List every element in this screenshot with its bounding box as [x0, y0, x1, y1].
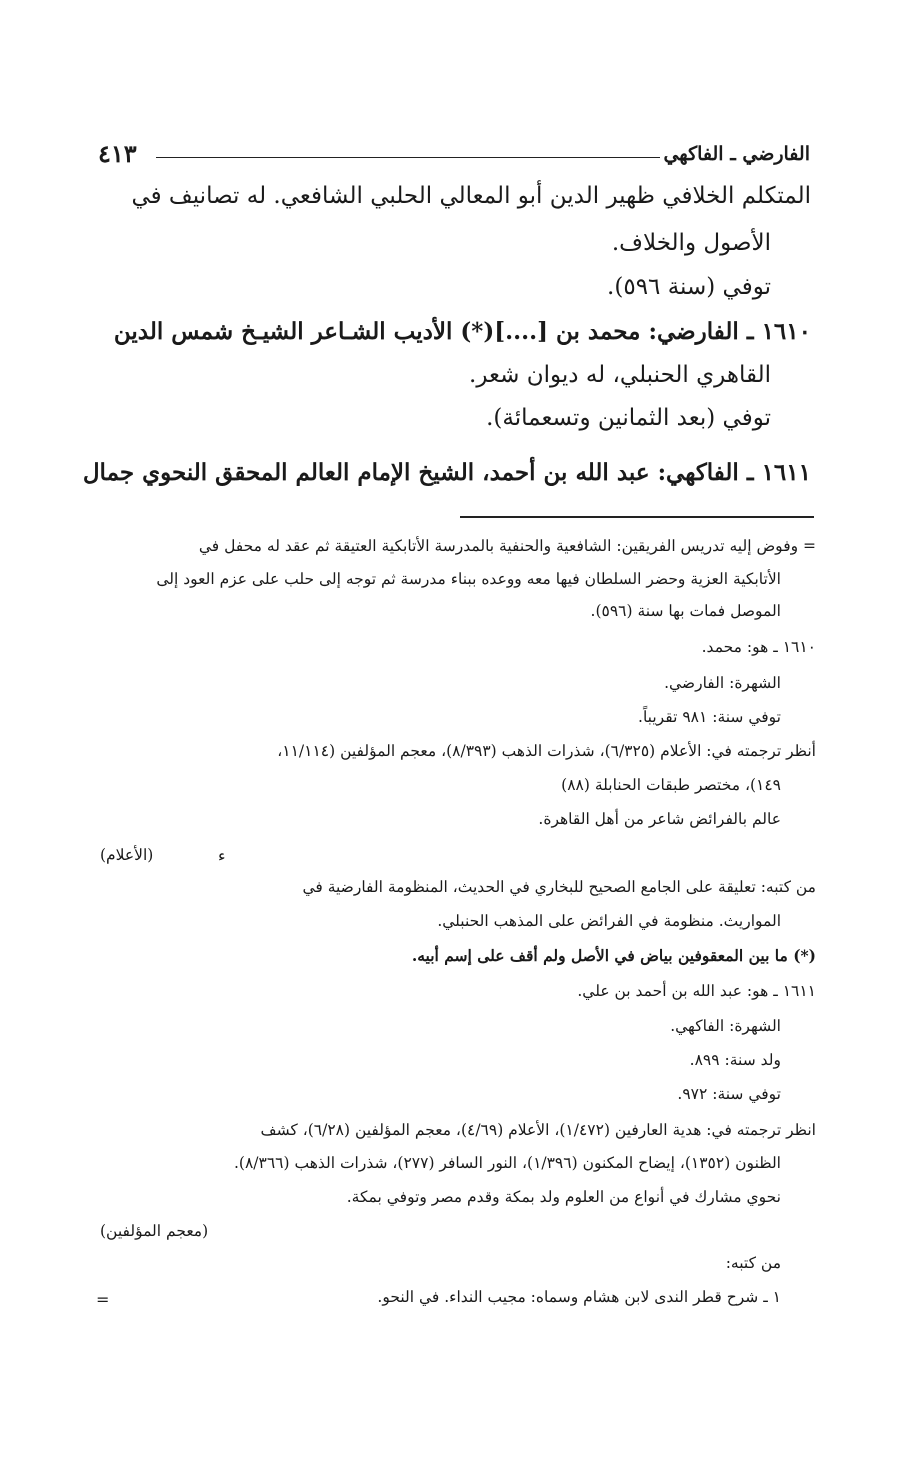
source-citation: (معجم المؤلفين)	[100, 1222, 209, 1240]
continuation-mark: =	[96, 1290, 110, 1309]
entry-1610: ١٦١٠ ـ الفارضي: محمد بن [....](*) الأديب الشـاعر الشيـخ شمس الدين	[113, 318, 811, 345]
footnote-line: الموصل فمات بها سنة (٥٩٦).	[590, 602, 781, 620]
footnote-line: أنظر ترجمته في: الأعلام (٦/٣٢٥)، شذرات الذهب (٨/٣٩٣)، معجم المؤلفين (١١/١١٤،	[277, 742, 816, 760]
footnote-line: نحوي مشارك في أنواع من العلوم ولد بمكة وقدم مصر وتوفي بمكة.	[346, 1188, 781, 1206]
header-rule	[156, 157, 660, 158]
footnote-line: ١٦١١ ـ هو: عبد الله بن أحمد بن علي.	[577, 982, 816, 1000]
footnote-line: الأتابكية العزية وحضر السلطان فيها معه ووعده ببناء مدرسة ثم توجه إلى حلب على عزم العود إلى	[156, 570, 781, 588]
footnote-line: توفي سنة: ٩٨١ تقريباً.	[638, 708, 781, 726]
footnote-separator	[460, 516, 814, 518]
footnote-line: من كتبه:	[725, 1254, 781, 1272]
footnote-line: ١ ـ شرح قطر الندى لابن هشام وسماه: مجيب النداء. في النحو.	[377, 1288, 781, 1306]
footnote-line: الشهرة: الفاكهي.	[670, 1017, 781, 1035]
footnote-line: ١٦١٠ ـ هو: محمد.	[701, 638, 816, 656]
footnote-line: ١٤٩)، مختصر طبقات الحنابلة (٨٨)	[561, 776, 781, 794]
main-line-3: توفي (سنة ٥٩٦).	[607, 274, 771, 300]
source-citation: (الأعلام)	[100, 846, 154, 864]
footnote-line: من كتبه: تعليقة على الجامع الصحيح للبخاري في الحديث، المنظومة الفارضية في	[302, 878, 816, 896]
page-number: ٤١٣	[98, 139, 137, 168]
footnote-line: توفي سنة: ٩٧٢.	[677, 1085, 781, 1103]
main-line-2: الأصول والخلاف.	[611, 230, 771, 256]
footnote-line: عالم بالفرائض شاعر من أهل القاهرة.	[538, 810, 781, 828]
stray-mark: ء	[218, 846, 226, 865]
running-title: الفارضي ـ الفاكهي	[663, 143, 810, 165]
main-line-6: توفي (بعد الثمانين وتسعمائة).	[486, 405, 771, 431]
footnote-line: الشهرة: الفارضي.	[664, 674, 781, 692]
footnote-line: المواريث. منظومة في الفرائض على المذهب الحنبلي.	[437, 912, 781, 930]
entry-1611: ١٦١١ ـ الفاكهي: عبد الله بن أحمد، الشيخ الإمام العالم المحقق النحوي جمال	[82, 459, 811, 486]
main-line-5: القاهري الحنبلي، له ديوان شعر.	[469, 362, 771, 388]
footnote-line: انظر ترجمته في: هدية العارفين (١/٤٧٢)، الأعلام (٤/٦٩)، معجم المؤلفين (٦/٢٨)، كشف	[260, 1121, 816, 1139]
running-header	[98, 139, 810, 173]
footnote-line: الظنون (١٣٥٢)، إيضاح المكنون (١/٣٩٦)، النور السافر (٢٧٧)، شذرات الذهب (٨/٣٦٦).	[233, 1154, 781, 1172]
main-line-1: المتكلم الخلافي ظهير الدين أبو المعالي الحلبي الشافعي. له تصانيف في	[131, 183, 811, 209]
footnote-line: ولد سنة: ٨٩٩.	[689, 1051, 781, 1069]
asterisk-note: (*) ما بين المعقوفين بياض في الأصل ولم أقف على إسم أبيه.	[411, 946, 816, 965]
footnote-line: = وفوض إليه تدريس الفريقين: الشافعية والحنفية بالمدرسة الأتابكية العتيقة ثم عقد له محفل في	[198, 537, 816, 555]
